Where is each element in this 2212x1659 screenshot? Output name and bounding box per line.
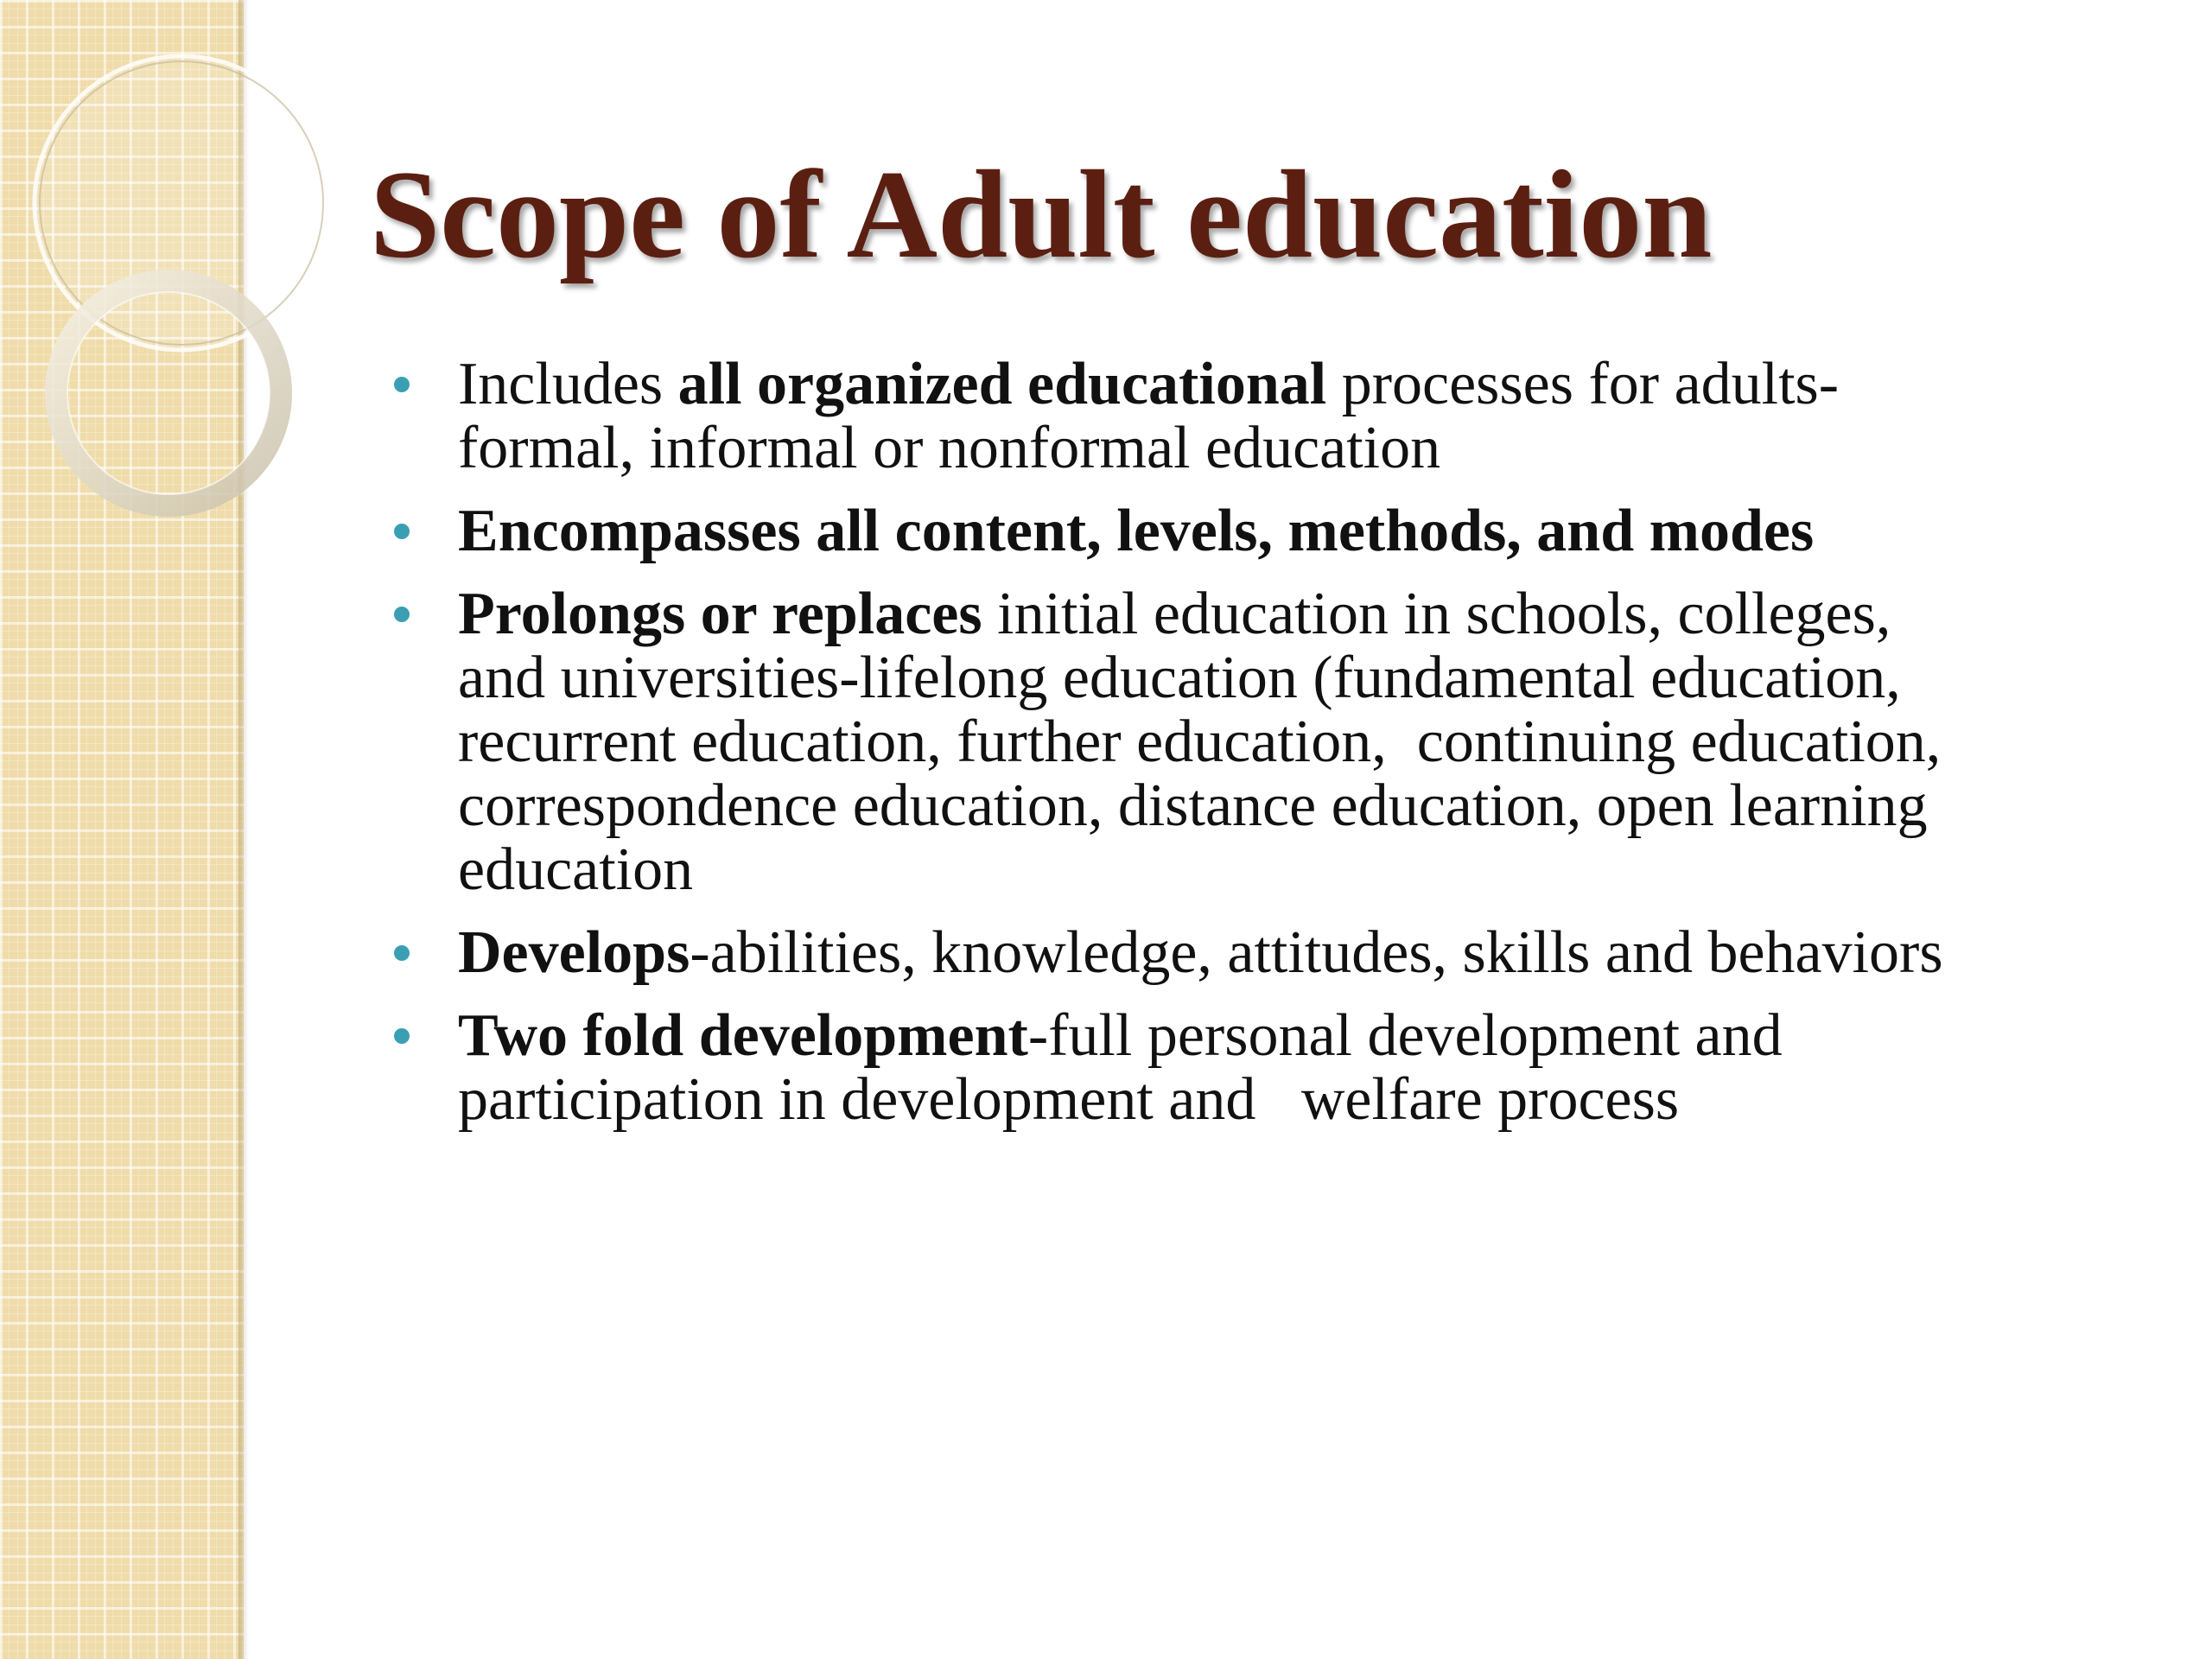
bullet-item [391, 1004, 2153, 1132]
bold-text-run: all organized educational [677, 351, 1327, 417]
text-run: recurrent education, further education, continuing education, [458, 709, 1942, 775]
text-run: -abilities, knowledge, attitudes, skills and behaviors [690, 919, 1943, 986]
bold-text-run: Encompasses all content, levels, methods, and modes [458, 498, 1815, 564]
bullet-line [458, 646, 2153, 710]
bullet-dot-icon [394, 524, 410, 539]
bullet-line [458, 774, 2153, 838]
bullet-list [391, 353, 2153, 1151]
text-run: processes for adults- [1326, 351, 1840, 417]
text-run: initial education in schools, colleges, [982, 581, 1891, 647]
text-run: Includes [458, 351, 678, 417]
bullet-line [458, 710, 2153, 774]
text-run: correspondence education, distance education, open learning [458, 772, 1928, 839]
bullet-line [458, 1068, 2153, 1132]
slide-title: Scope of Adult education [370, 144, 1713, 284]
bullet-item [391, 921, 2153, 985]
large-ring [35, 56, 328, 350]
bullet-line [458, 921, 2153, 985]
decorative-rings [0, 0, 259, 553]
bullet-dot-icon [394, 607, 410, 622]
bullet-dot-icon [394, 1028, 410, 1044]
bullet-line [458, 499, 2153, 563]
bold-text-run: Prolongs or replaces [458, 581, 982, 647]
bullet-item [391, 582, 2153, 902]
bold-text-run: Develops [458, 919, 690, 986]
text-run: -full personal development and [1027, 1002, 1783, 1069]
bold-text-run: Two fold development [458, 1002, 1028, 1069]
text-run: participation in development and welfare process [458, 1066, 1680, 1133]
bullet-item [391, 353, 2153, 480]
text-run: formal, informal or nonformal education [458, 415, 1441, 481]
bullet-dot-icon [394, 945, 410, 961]
text-run: and universities-lifelong education (fundamental education, [458, 645, 1901, 711]
bullet-line [458, 353, 2153, 416]
bullet-line [458, 1004, 2153, 1068]
bullet-line [458, 582, 2153, 646]
bullet-item [391, 499, 2153, 563]
bullet-line [458, 416, 2153, 480]
bullet-line [458, 838, 2153, 902]
text-run: education [458, 836, 694, 903]
bullet-dot-icon [394, 377, 410, 392]
